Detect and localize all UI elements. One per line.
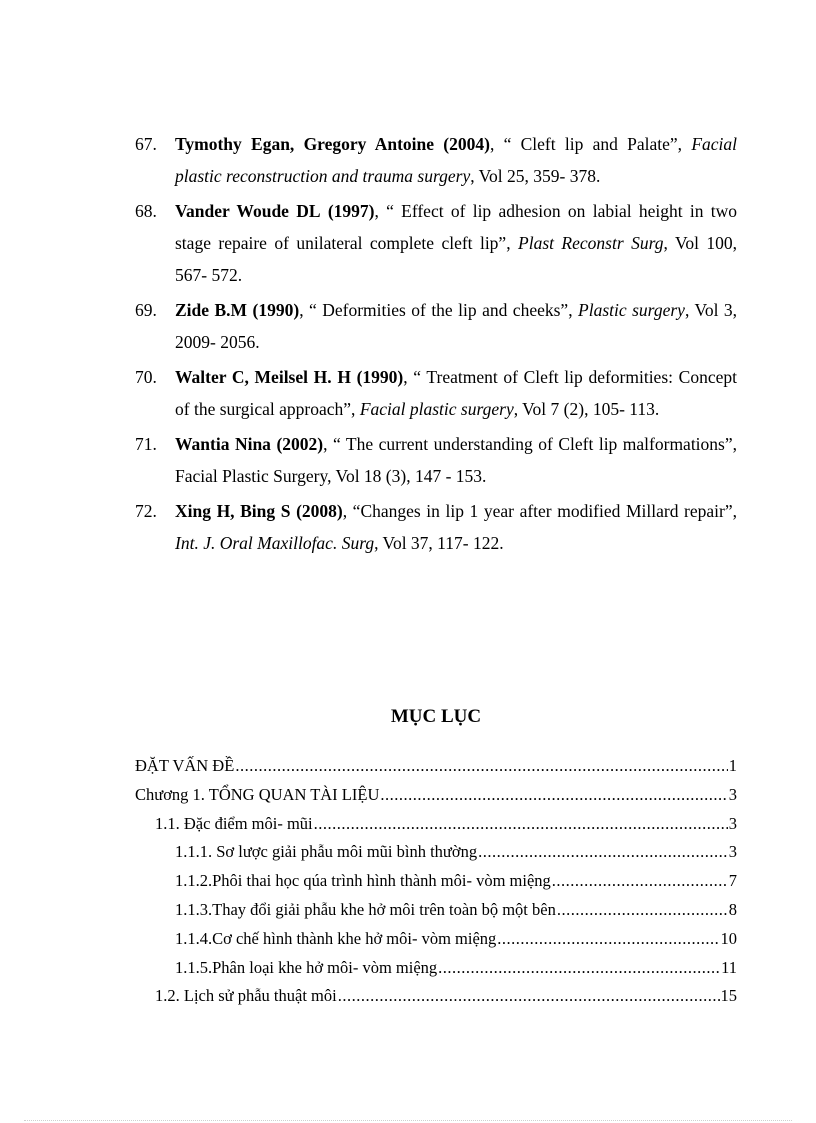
reference-details: , Vol 3, 2009- 2056. xyxy=(175,300,738,352)
reference-number: 71. xyxy=(135,434,157,454)
toc-leader-dots xyxy=(235,752,727,781)
reference-journal: Int. J. Oral Maxillofac. Surg xyxy=(175,533,375,553)
reference-year: (1990) xyxy=(252,300,300,320)
reference-journal: Plastic surgery xyxy=(578,300,685,320)
toc-leader-dots xyxy=(338,982,720,1011)
reference-number: 67. xyxy=(135,134,157,154)
reference-journal: Plast Reconstr Surg xyxy=(518,233,664,253)
toc-entry-text: 1.1.4.Cơ chế hình thành khe hở môi- vòm miệng xyxy=(175,928,497,948)
toc-entry-text: Chương 1. TỔNG QUAN TÀI LIỆU xyxy=(135,784,380,804)
table-of-contents xyxy=(135,752,737,1011)
toc-entry-text: 1.1.1. Sơ lược giải phẫu môi mũi bình thường xyxy=(175,842,478,862)
reference-year: (1997) xyxy=(327,201,375,221)
page-bottom-divider xyxy=(24,1120,792,1121)
toc-entry-text: 1.1. Đặc điểm môi- mũi xyxy=(155,813,313,833)
reference-authors: Xing H, Bing S xyxy=(175,501,291,521)
reference-item xyxy=(135,294,737,358)
toc-leader-dots xyxy=(314,810,728,839)
reference-authors: Wantia Nina xyxy=(175,434,271,454)
toc-entry-text: 1.1.2.Phôi thai học qúa trình hình thành môi- vòm miệng xyxy=(175,871,551,891)
reference-item xyxy=(135,361,737,425)
toc-page-number: 8 xyxy=(728,899,737,919)
toc-page-number: 15 xyxy=(720,986,737,1006)
toc-page-number: 7 xyxy=(728,871,737,891)
reference-authors: Zide B.M xyxy=(175,300,248,320)
toc-page-number: 3 xyxy=(728,813,737,833)
reference-authors: Tymothy Egan, Gregory Antoine xyxy=(175,134,435,154)
reference-title: , “ Effect of lip adhesion on labial height in two stage repaire of unilateral complete cleft lip”, xyxy=(175,201,737,253)
toc-leader-dots xyxy=(438,954,720,983)
toc-entry[interactable] xyxy=(135,982,737,1011)
reference-item xyxy=(135,128,737,192)
reference-title: , “Changes in lip 1 year after modified Millard repair”, xyxy=(342,501,737,521)
reference-authors: Walter C, Meilsel H. H xyxy=(175,367,351,387)
reference-title: , “ Cleft lip and Palate”, xyxy=(489,134,683,154)
reference-journal: Facial plastic reconstruction and trauma surgery xyxy=(175,134,738,186)
toc-entry[interactable] xyxy=(135,838,737,867)
toc-entry[interactable] xyxy=(135,810,737,839)
reference-item xyxy=(135,195,737,291)
toc-page-number: 3 xyxy=(728,784,737,804)
toc-title: MỤC LỤC xyxy=(390,706,482,727)
toc-leader-dots xyxy=(557,896,728,925)
reference-number: 69. xyxy=(135,300,157,320)
toc-entry[interactable] xyxy=(135,752,737,781)
toc-leader-dots xyxy=(478,838,728,867)
reference-title: , “ Treatment of Cleft lip deformities: Concept of the surgical approach”, xyxy=(175,367,737,419)
toc-entry[interactable] xyxy=(135,867,737,896)
toc-leader-dots xyxy=(380,781,727,810)
toc-page-number: 11 xyxy=(721,957,737,977)
reference-title: , “ Deformities of the lip and cheeks”, xyxy=(299,300,573,320)
toc-entry[interactable] xyxy=(135,781,737,810)
toc-entry[interactable] xyxy=(135,925,737,954)
reference-details: , Vol 100, 567- 572. xyxy=(175,233,738,285)
reference-details: , Vol 25, 359- 378. xyxy=(470,166,601,186)
reference-item xyxy=(135,495,737,559)
reference-year: (2008) xyxy=(296,501,343,521)
reference-number: 72. xyxy=(135,501,157,521)
toc-leader-dots xyxy=(497,925,719,954)
reference-number: 70. xyxy=(135,367,157,387)
toc-entry[interactable] xyxy=(135,896,737,925)
reference-journal: Facial plastic surgery xyxy=(359,399,514,419)
toc-entry-text: ĐẶT VẤN ĐỀ xyxy=(135,756,235,775)
reference-authors: Vander Woude DL xyxy=(175,201,321,221)
reference-list xyxy=(135,128,737,562)
toc-page-number: 10 xyxy=(720,928,737,948)
reference-details: , Vol 37, 117- 122. xyxy=(374,533,504,553)
toc-page-number: 3 xyxy=(728,842,737,862)
reference-number: 68. xyxy=(135,201,157,221)
toc-entry-text: 1.1.5.Phân loại khe hở môi- vòm miệng xyxy=(175,957,438,977)
reference-item xyxy=(135,428,737,492)
toc-entry-text: 1.2. Lịch sử phẫu thuật môi xyxy=(155,986,337,1006)
reference-year: (2002) xyxy=(276,434,324,454)
reference-details: , Vol 7 (2), 105- 113. xyxy=(513,399,660,419)
reference-year: (1990) xyxy=(356,367,404,387)
toc-entry[interactable] xyxy=(135,954,737,983)
reference-year: (2004) xyxy=(443,134,490,154)
toc-leader-dots xyxy=(552,867,728,896)
toc-entry-text: 1.1.3.Thay đổi giải phẫu khe hở môi trên toàn bộ một bên xyxy=(175,899,556,919)
reference-title: , “ The current understanding of Cleft lip malformations”, Facial Plastic Surgery, Vol 18 (3), 147 - 153. xyxy=(175,434,737,486)
toc-page-number: 1 xyxy=(728,756,737,775)
